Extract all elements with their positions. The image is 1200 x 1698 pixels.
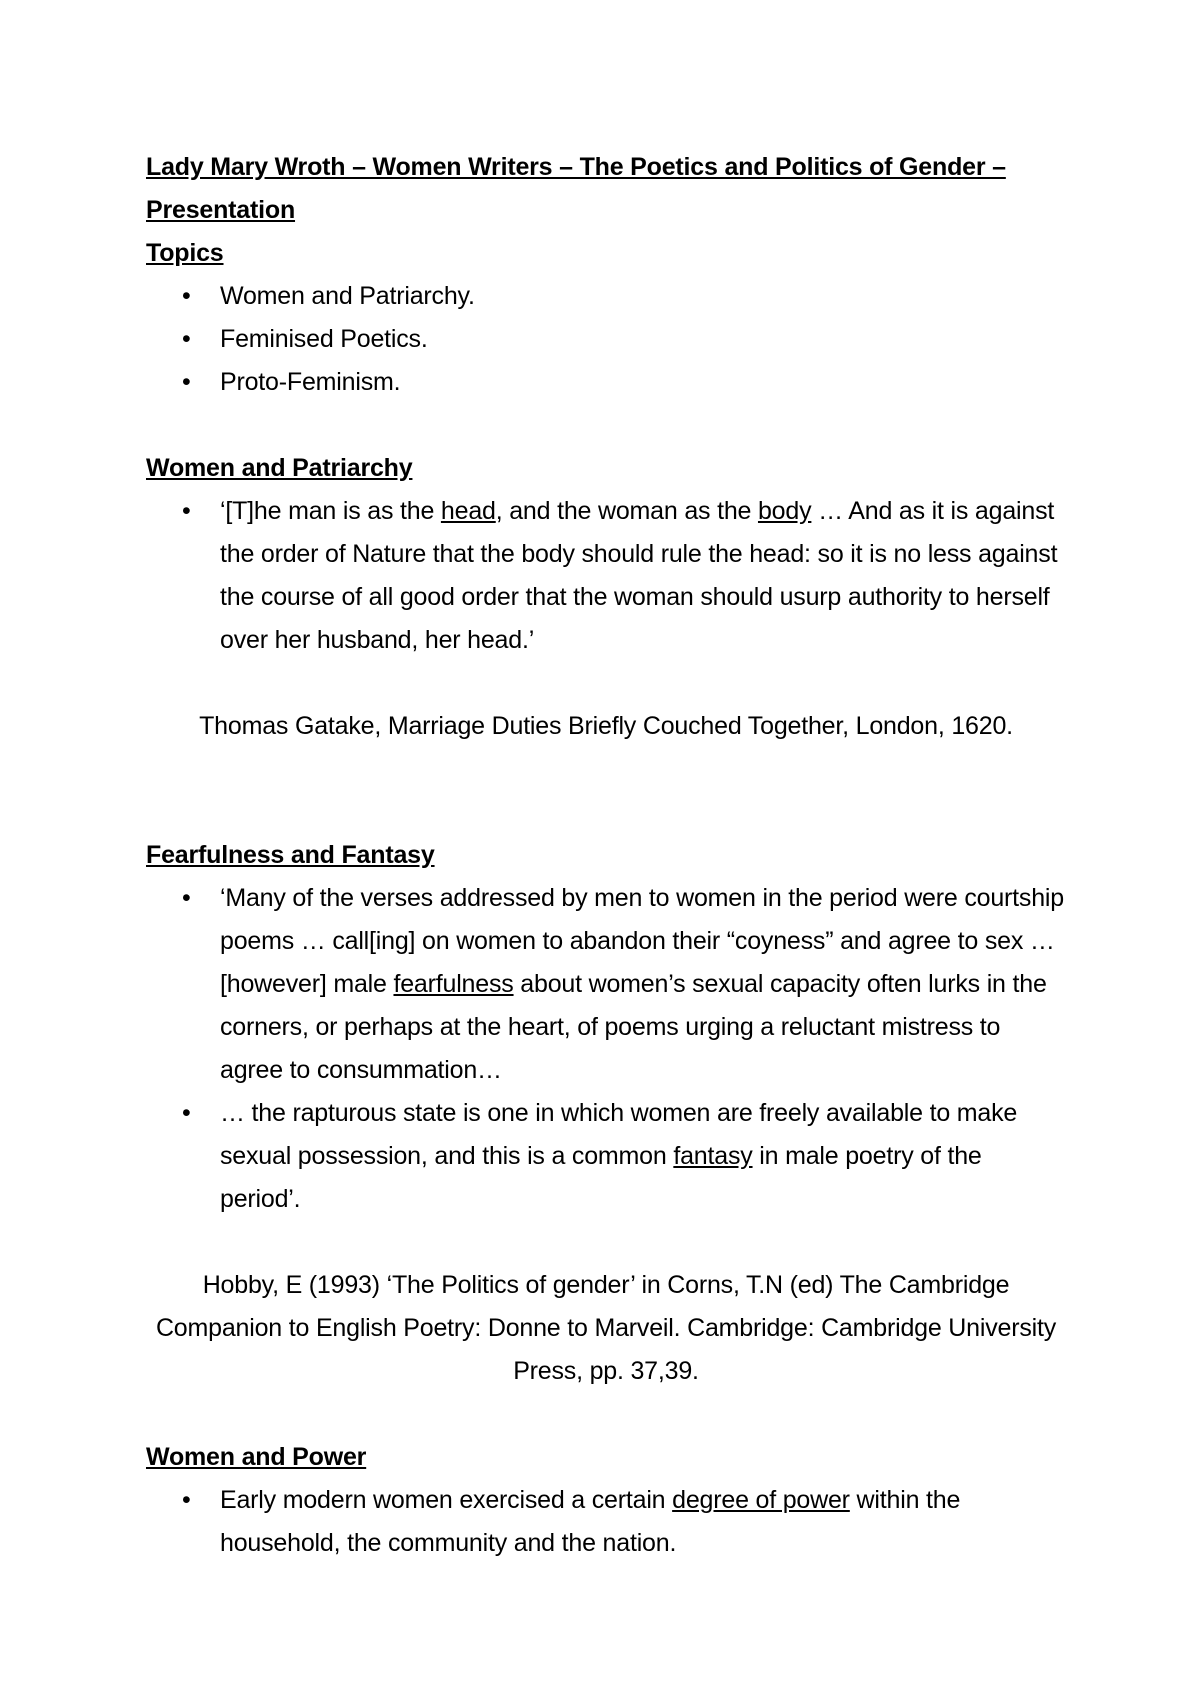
bullet-icon: • <box>182 1099 191 1127</box>
fearfulness-list <box>0 877 1065 1221</box>
document-title: Lady Mary Wroth – Women Writers – The Poetics and Politics of Gender – Presentation <box>146 153 1006 224</box>
list-item <box>0 275 1065 318</box>
fearfulness-heading: Fearfulness and Fantasy <box>146 841 435 869</box>
topics-list <box>0 275 1065 404</box>
quote-text: ‘Many of the verses addressed by men to women in the period were courtship poems … call[ing] on women to abandon their “coyness” and agree to sex … [however] male <box>220 884 1064 998</box>
patriarchy-list <box>0 490 1065 662</box>
list-item <box>0 490 1065 662</box>
quote-text: ‘[T]he man is as the <box>220 497 441 525</box>
patriarchy-heading: Women and Patriarchy <box>146 454 413 482</box>
topic-text: Women and Patriarchy. <box>220 282 475 310</box>
underlined-term: fearfulness <box>393 970 514 998</box>
bullet-icon: • <box>182 325 191 353</box>
quote-text: about women’s sexual capacity often lurks in the corners, or perhaps at the heart, of poems urging a reluctant mistress to agree to consummation… <box>220 970 1047 1084</box>
topic-text: Proto-Feminism. <box>220 368 401 396</box>
bullet-icon: • <box>182 884 191 912</box>
patriarchy-citation: Thomas Gatake, Marriage Duties Briefly Couched Together, London, 1620. <box>199 712 1013 740</box>
list-item <box>0 361 1065 404</box>
bullet-icon: • <box>182 497 191 525</box>
topic-text: Feminised Poetics. <box>220 325 428 353</box>
bullet-icon: • <box>182 282 191 310</box>
fearfulness-citation: Hobby, E (1993) ‘The Politics of gender’ in Corns, T.N (ed) The Cambridge Companion to English Poetry: Donne to Marveil. Cambridge: Cambridge University Press, pp. 37,39. <box>155 1271 1057 1385</box>
underlined-term: fantasy <box>673 1142 753 1170</box>
body-text: Early modern women exercised a certain <box>220 1486 673 1514</box>
underlined-term: degree of power <box>672 1486 850 1514</box>
body-text: within the household, the community and the nation. <box>220 1486 961 1557</box>
bullet-icon: • <box>182 1486 191 1514</box>
list-item <box>0 877 1065 1092</box>
underlined-term: head <box>440 497 496 525</box>
list-item <box>0 318 1065 361</box>
power-heading: Women and Power <box>146 1443 367 1471</box>
list-item <box>0 1092 1065 1221</box>
underlined-term: body <box>757 497 812 525</box>
power-list <box>0 1479 1065 1565</box>
quote-text: in male poetry of the period’. <box>220 1142 982 1213</box>
quote-text: … And as it is against the order of Nature that the body should rule the head: so it is no less against the course of all good order that the woman should usurp authority to herself over her husband, her head.’ <box>220 497 1058 654</box>
quote-text: … the rapturous state is one in which women are freely available to make sexual possession, and this is a common <box>220 1099 1018 1170</box>
topics-heading: Topics <box>146 239 224 267</box>
list-item <box>0 1479 1065 1565</box>
bullet-icon: • <box>182 368 191 396</box>
quote-text: , and the woman as the <box>495 497 758 525</box>
